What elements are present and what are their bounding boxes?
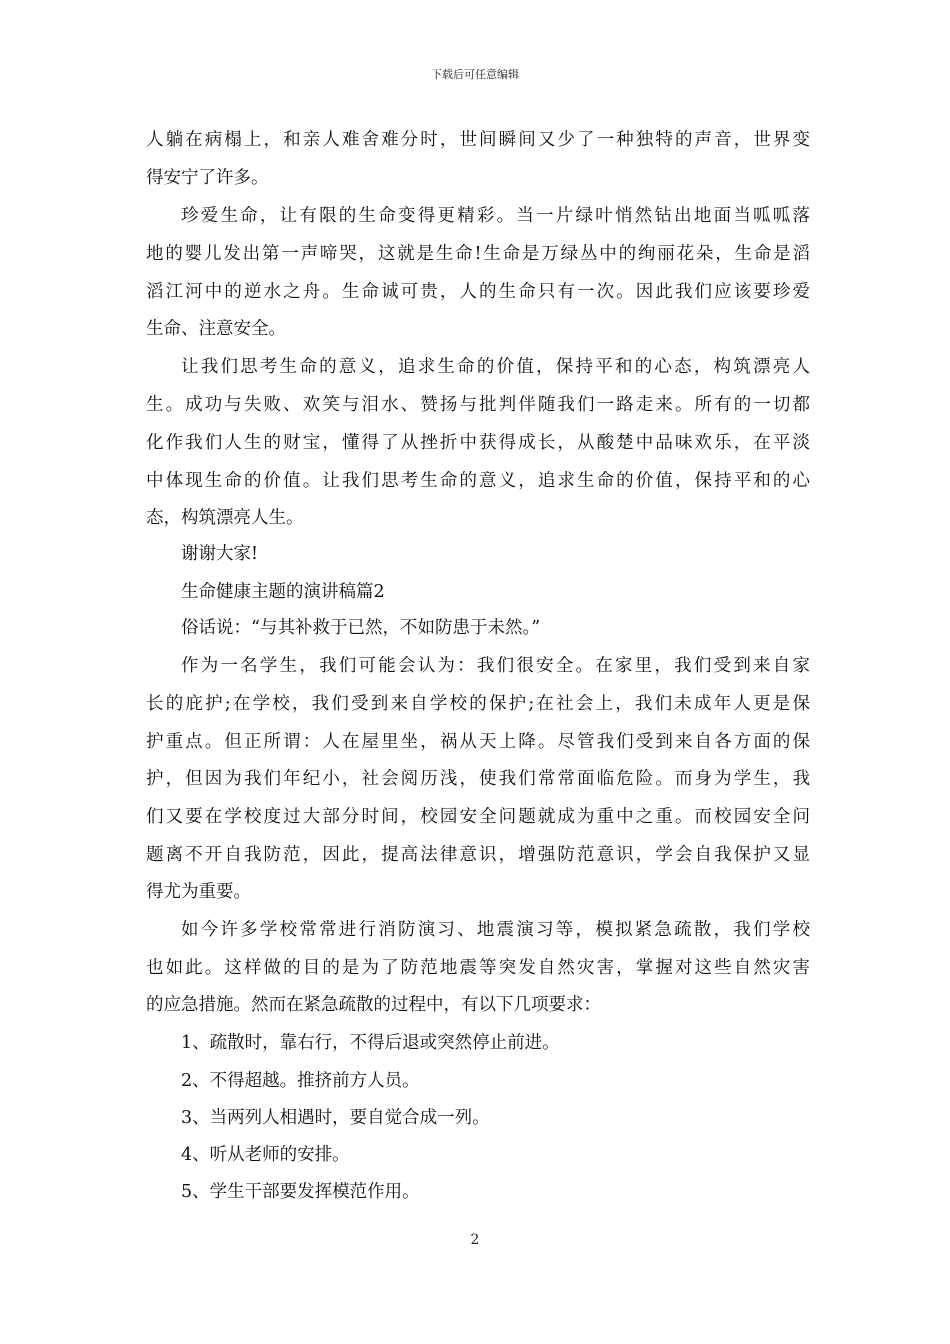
page-header: 下载后可任意编辑 [431, 68, 519, 81]
text-line: 俗话说：“与其补救于已然，不如防患于未然。” [181, 618, 541, 638]
list-item: 4、听从老师的安排。 [181, 1145, 350, 1165]
text-line: 如今许多学校常常进行消防演习、地震演习等，模拟紧急疏散，我们学校 [181, 920, 810, 940]
text-line: 中体现生命的价值。让我们思考生命的意义，追求生命的价值，保持平和的心 [146, 471, 810, 491]
text-line: 化作我们人生的财宝，懂得了从挫折中获得成长，从酸楚中品味欢乐，在平淡 [146, 433, 810, 453]
text-line: 滔江河中的逆水之舟。生命诚可贵，人的生命只有一次。因此我们应该要珍爱 [146, 282, 810, 302]
text-line: 生命、注意安全。 [146, 319, 286, 339]
list-item: 5、学生干部要发挥模范作用。 [181, 1182, 420, 1202]
text-line: 们又要在学校度过大部分时间，校园安全问题就成为重中之重。而校园安全问 [146, 807, 810, 827]
list-item: 1、疏散时，靠右行，不得后退或突然停止前进。 [181, 1033, 560, 1053]
text-line: 作为一名学生，我们可能会认为：我们很安全。在家里，我们受到来自家 [181, 656, 810, 676]
text-line: 的应急措施。然而在紧急疏散的过程中，有以下几项要求： [146, 995, 601, 1015]
text-line: 珍爱生命，让有限的生命变得更精彩。当一片绿叶悄然钻出地面当呱呱落 [181, 206, 810, 226]
text-line: 态，构筑漂亮人生。 [146, 508, 304, 528]
text-line: 护，但因为我们年纪小，社会阅历浅，使我们常常面临危险。而身为学生，我 [146, 769, 810, 789]
text-line: 地的婴儿发出第一声啼哭，这就是生命!生命是万绿丛中的绚丽花朵，生命是滔 [146, 244, 810, 264]
text-line: 也如此。这样做的目的是为了防范地震等突发自然灾害，掌握对这些自然灾害 [146, 958, 810, 978]
text-line: 题离不开自我防范，因此，提高法律意识，增强防范意识，学会自我保护又显 [146, 845, 810, 865]
text-line: 护重点。但正所谓：人在屋里坐，祸从天上降。尽管我们受到来自各方面的保 [146, 732, 810, 752]
text-line: 生。成功与失败、欢笑与泪水、赞扬与批判伴随我们一路走来。所有的一切都 [146, 395, 810, 415]
section-title: 生命健康主题的演讲稿篇2 [181, 582, 385, 602]
list-item: 3、当两列人相遇时，要自觉合成一列。 [181, 1108, 490, 1128]
text-line: 得尤为重要。 [146, 882, 251, 902]
text-line: 得安宁了许多。 [146, 168, 269, 188]
text-line: 谢谢大家! [181, 544, 259, 564]
text-line: 长的庇护;在学校，我们受到来自学校的保护;在社会上，我们未成年人更是保 [146, 694, 810, 714]
text-line: 人躺在病榻上，和亲人难舍难分时，世间瞬间又少了一种独特的声音，世界变 [146, 130, 810, 150]
list-item: 2、不得超越。推挤前方人员。 [181, 1071, 420, 1091]
page-number: 2 [470, 1232, 480, 1248]
text-line: 让我们思考生命的意义，追求生命的价值，保持平和的心态，构筑漂亮人 [181, 357, 810, 377]
